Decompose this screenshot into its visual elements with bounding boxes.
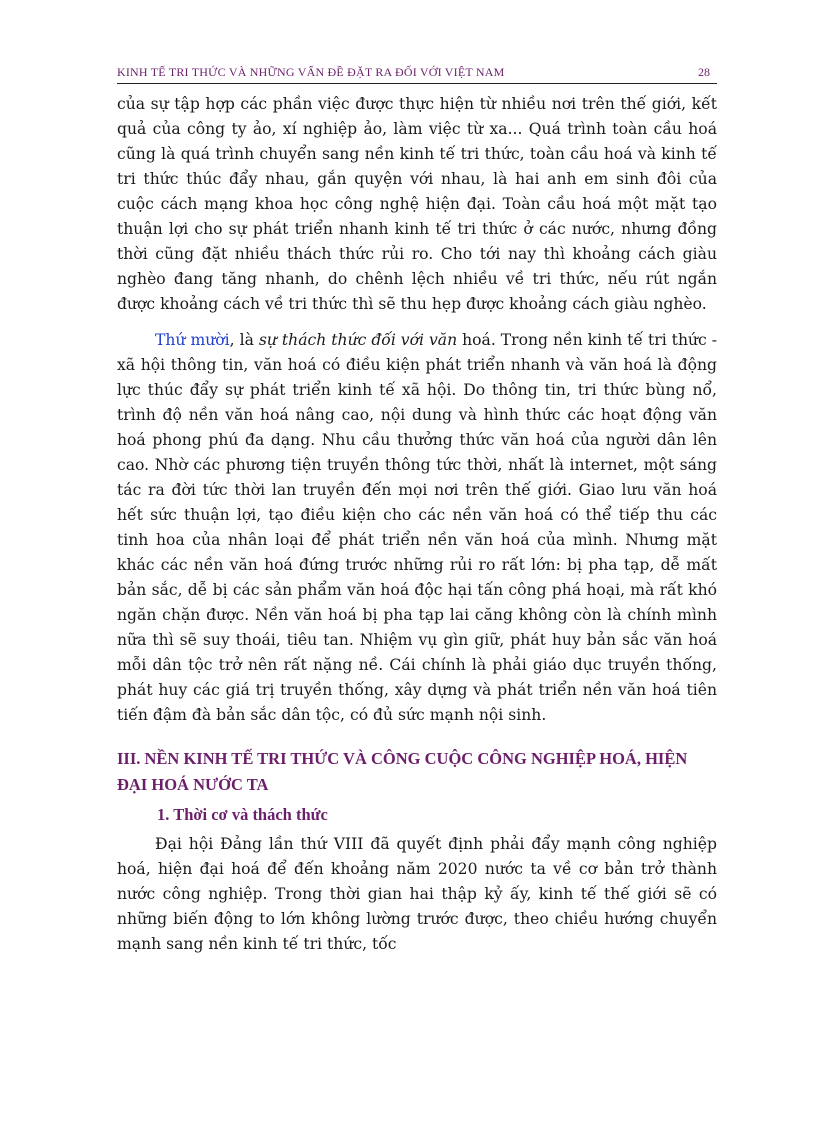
running-title: KINH TẾ TRI THỨC VÀ NHỮNG VẤN ĐỀ ĐẶT RA ĐỐI VỚI VIỆT NAM [117, 65, 505, 79]
paragraph-emphasis: sự thách thức đối với văn [258, 331, 458, 349]
paragraph-lead-term: Thứ mười [155, 331, 230, 349]
paragraph-connector: , là [229, 331, 259, 349]
page-body [117, 92, 717, 957]
page-number: 28 [698, 65, 710, 79]
subsection-heading: 1. Thời cơ và thách thức [157, 805, 328, 824]
section-heading: III. NỀN KINH TẾ TRI THỨC VÀ CÔNG CUỘC CÔNG NGHIỆP HOÁ, HIỆN ĐẠI HOÁ NƯỚC TA [117, 749, 688, 794]
paragraph-body: hoá. Trong nền kinh tế tri thức - xã hội thông tin, văn hoá có điều kiện phát triển nhanh và văn hoá là động lực thúc đẩy sự phát triển kinh tế xã hội. Do thông tin, tri thức bùng nổ, trình độ nền văn hoá nâng cao, nội dung và hình thức các hoạt động văn hoá phong phú đa dạng. Nhu cầu thưởng thức văn hoá của người dân lên cao. Nhờ các phương tiện truyền thông tức thời, nhất là internet, một sáng tác ra đời tức thời lan truyền đến mọi nơi trên thế giới. Giao lưu văn hoá hết sức thuận lợi, tạo điều kiện cho các nền văn hoá có thể tiếp thu các tinh hoa của nhân loại để phát triển nền văn hoá của mình. Nhưng mặt khác các nền văn hoá đứng trước những rủi ro rất lớn: bị pha tạp, dễ mất bản sắc, dễ bị các sản phẩm văn hoá độc hại tấn công phá hoại, mà rất khó ngăn chặn được. Nền văn hoá bị pha tạp lai căng không còn là chính mình nữa thì sẽ suy thoái, tiêu tan. Nhiệm vụ gìn giữ, phát huy bản sắc văn hoá mỗi dân tộc trở nên rất nặng nề. Cái chính là phải giáo dục truyền thống, phát huy các giá trị truyền thống, xây dựng và phát triển nền văn hoá tiên tiến đậm đà bản sắc dân tộc, có đủ sức mạnh nội sinh. [117, 331, 718, 724]
paragraph-opportunities: Đại hội Đảng lần thứ VIII đã quyết định phải đẩy mạnh công nghiệp hoá, hiện đại hoá để đến khoảng năm 2020 nước ta về cơ bản trở thành nước công nghiệp. Trong thời gian hai thập kỷ ấy, kinh tế thế giới sẽ có những biến động to lớn không lường trước được, theo chiều hướng chuyển mạnh sang nền kinh tế tri thức, tốc [117, 835, 717, 953]
paragraph-continuation: của sự tập hợp các phần việc được thực hiện từ nhiều nơi trên thế giới, kết quả của công ty ảo, xí nghiệp ảo, làm việc từ xa... Quá trình toàn cầu hoá cũng là quá trình chuyển sang nền kinh tế tri thức, toàn cầu hoá và kinh tế tri thức thúc đẩy nhau, gắn quyện với nhau, là hai anh em sinh đôi của cuộc cách mạng khoa học công nghệ hiện đại. Toàn cầu hoá một mặt tạo thuận lợi cho sự phát triển nhanh kinh tế tri thức ở các nước, nhưng đồng thời cũng đặt nhiều thách thức rủi ro. Cho tới nay thì khoảng cách giàu nghèo đang tăng nhanh, do chênh lệch nhiều về tri thức, nếu rút ngắn được khoảng cách về tri thức thì sẽ thu hẹp được khoảng cách giàu nghèo. [117, 95, 717, 313]
paragraph-culture-challenge [117, 328, 717, 728]
page-header [117, 62, 717, 84]
